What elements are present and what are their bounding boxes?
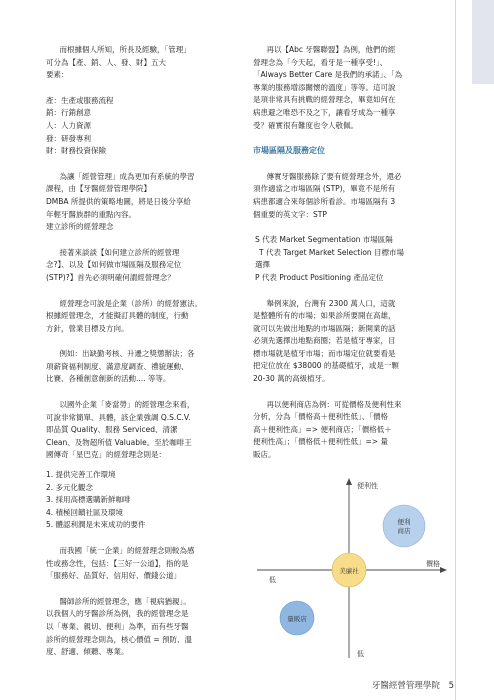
list-item: 5. 體認利潤是未來成功的要件 (46, 520, 146, 530)
positioning-map (253, 470, 449, 666)
right-column (253, 44, 450, 666)
section-heading: 市場區隔及服務定位 (253, 146, 325, 156)
philosophy-definition-paragraph: 經營理念可說是企業（診所）的經營憲法。 根據經營理念，才能擬訂具體的制度，行動 方針，營業目標及方向。 (46, 298, 202, 333)
mcdonalds-paragraph: 以國外企業「麥當勞」的經營理念來看， 可說非常簡單、具體，該企業強調 Q.S.C.V. 即品質 Quality、服務 Serviced、清潔 Clean、及物超所值 Valuable。至於咖啡王 國傳奇「星巴克」的經營理念則是： (46, 400, 195, 460)
y-axis-low-label: 低 (357, 649, 364, 658)
convenience-store-label-1: 便利 (397, 517, 411, 526)
x-axis-low-label: 低 (269, 575, 276, 584)
positioning-diagram (253, 470, 449, 666)
stp-definitions (253, 234, 450, 284)
page-divider-line (455, 0, 456, 700)
list-item: 人：人力資源 (46, 120, 91, 130)
stp-intro-paragraph: 傳實牙醫服務除了要有經營理念外，還必 須作適當之市場區隔 (STP)，畢竟不是所有 病患都適合來每個診所看診。市場區隔有 3 個重要的英文字：STP (253, 171, 402, 219)
list-item: S 代表 Market Segmentation 市場區隔 (255, 235, 393, 245)
list-item: 4. 積極回饋社區及環境 (46, 507, 124, 517)
list-item: P 代表 Product Positioning 產品定位 (255, 272, 384, 282)
list-item: 1. 提供完善工作環境 (46, 470, 116, 480)
list-item: 發：研發專利 (46, 133, 91, 143)
list-item: 產：生產或服務流程 (46, 95, 114, 105)
five-elements-list (46, 95, 236, 158)
up-arrow-icon (346, 478, 352, 485)
list-item: 銷：行銷創意 (46, 108, 91, 118)
stp-question-paragraph: 接著來談談【如何建立診所的經營理 念?】、以及【如何做市場區隔及服務定位 (STP)?】首先必須明確何謂經營理念？ (46, 247, 182, 282)
x-axis-high-label: 價格 (426, 559, 440, 568)
examples-paragraph: 例如：出缺勤考核、升遷之獎懲辦法；各 項薪資福利制度、滿意度調查、禮貌運動、 比賽、各種創意創新的活動.... 等等。 (46, 349, 195, 384)
side-tab (472, 0, 494, 84)
intro-paragraph: 而根據個人所知，所長及經驗，「管理」 可分為【產、銷、人、發、財】五大 要素： (46, 45, 191, 80)
strategy-paragraph: 為讓「經營管理」成為更加有系統的學習 課程，由【牙醫經營管理學院】 DMBA 所提供的策略地圖，將是日後分享給 年輕牙醫族群的重點內容。 建立診所的經營理念 (46, 171, 195, 232)
left-column (46, 44, 236, 659)
clinic-philosophy-paragraph: 醫師診所的經營理念，應「視病猶親」。 以我個人的牙醫診所為例，我的經營理念是 以「專業、親切、便利」為準，而有些牙醫 診所的經營理念則為，核心價值 = 預防、溫 度、舒適、傾聽、專業。 (46, 596, 193, 657)
page-footer (372, 679, 454, 691)
list-item: T 代表 Target Market Selection 目標市場 (259, 247, 405, 257)
list-item: 財：財務投資保險 (46, 146, 106, 156)
convenience-store-circle (383, 505, 425, 547)
list-item: 3. 採用高標選購新鮮咖啡 (46, 495, 131, 505)
abc-alliance-paragraph: 再以【Abc 牙醫聯盟】為例，他們的經 營理念為「今天起，看牙是一種享受!」、 「Always Better Care 是我們的承諾」、「為 專業的服務增添關懷的溫度」等等。這可說 是項非常具有挑戰的經營理念，畢竟如何在 病患避之唯恐不及之下，讓看牙成為一種享 受？確實很有難度也令人敬佩。 (253, 45, 403, 130)
list-item: 選擇 (255, 260, 270, 270)
uni-president-paragraph: 而我國「統一企業」的經營理念則較為感 性或務念性，包括：【三好一公道】，指的是 「服務好、品質好、信用好、價錢公道」 (46, 546, 195, 581)
convenience-store-label-2: 商店 (397, 526, 411, 535)
taiwan-example-paragraph: 舉例來說，台灣有 2300 萬人口，這就 是整體所有的市場；如果診所要開在高雄， 就可以先做出地點的市場區隔；新開業的話 必須先選擇出地點商圈；若是植牙專家，目 標市場就是植牙市場；而市場定位就要看是 把定位放在 $38000 的基礎植牙，或是一顆 20-30 萬的高級植牙。 (253, 298, 399, 384)
y-axis-high-label: 便利性 (357, 481, 378, 490)
page-number: 5 (448, 681, 454, 691)
right-arrow-icon (440, 567, 447, 573)
center-label: 美廉社 (339, 566, 359, 575)
convenience-store-paragraph: 再以便利商店為例：可從價格及便利性來 分析，分為「價格高＋便利性低」、「價格 高＋便利性高」=> 便利商店；「價格低＋ 便利性高」；「價格低＋便利性低」=> 量 販店。 (253, 399, 402, 460)
starbucks-list (46, 469, 236, 532)
footer-title: 牙醫經營管理學院 (371, 681, 440, 691)
list-item: 2. 多元化觀念 (46, 482, 94, 492)
hypermarket-label: 量販店 (287, 614, 307, 623)
